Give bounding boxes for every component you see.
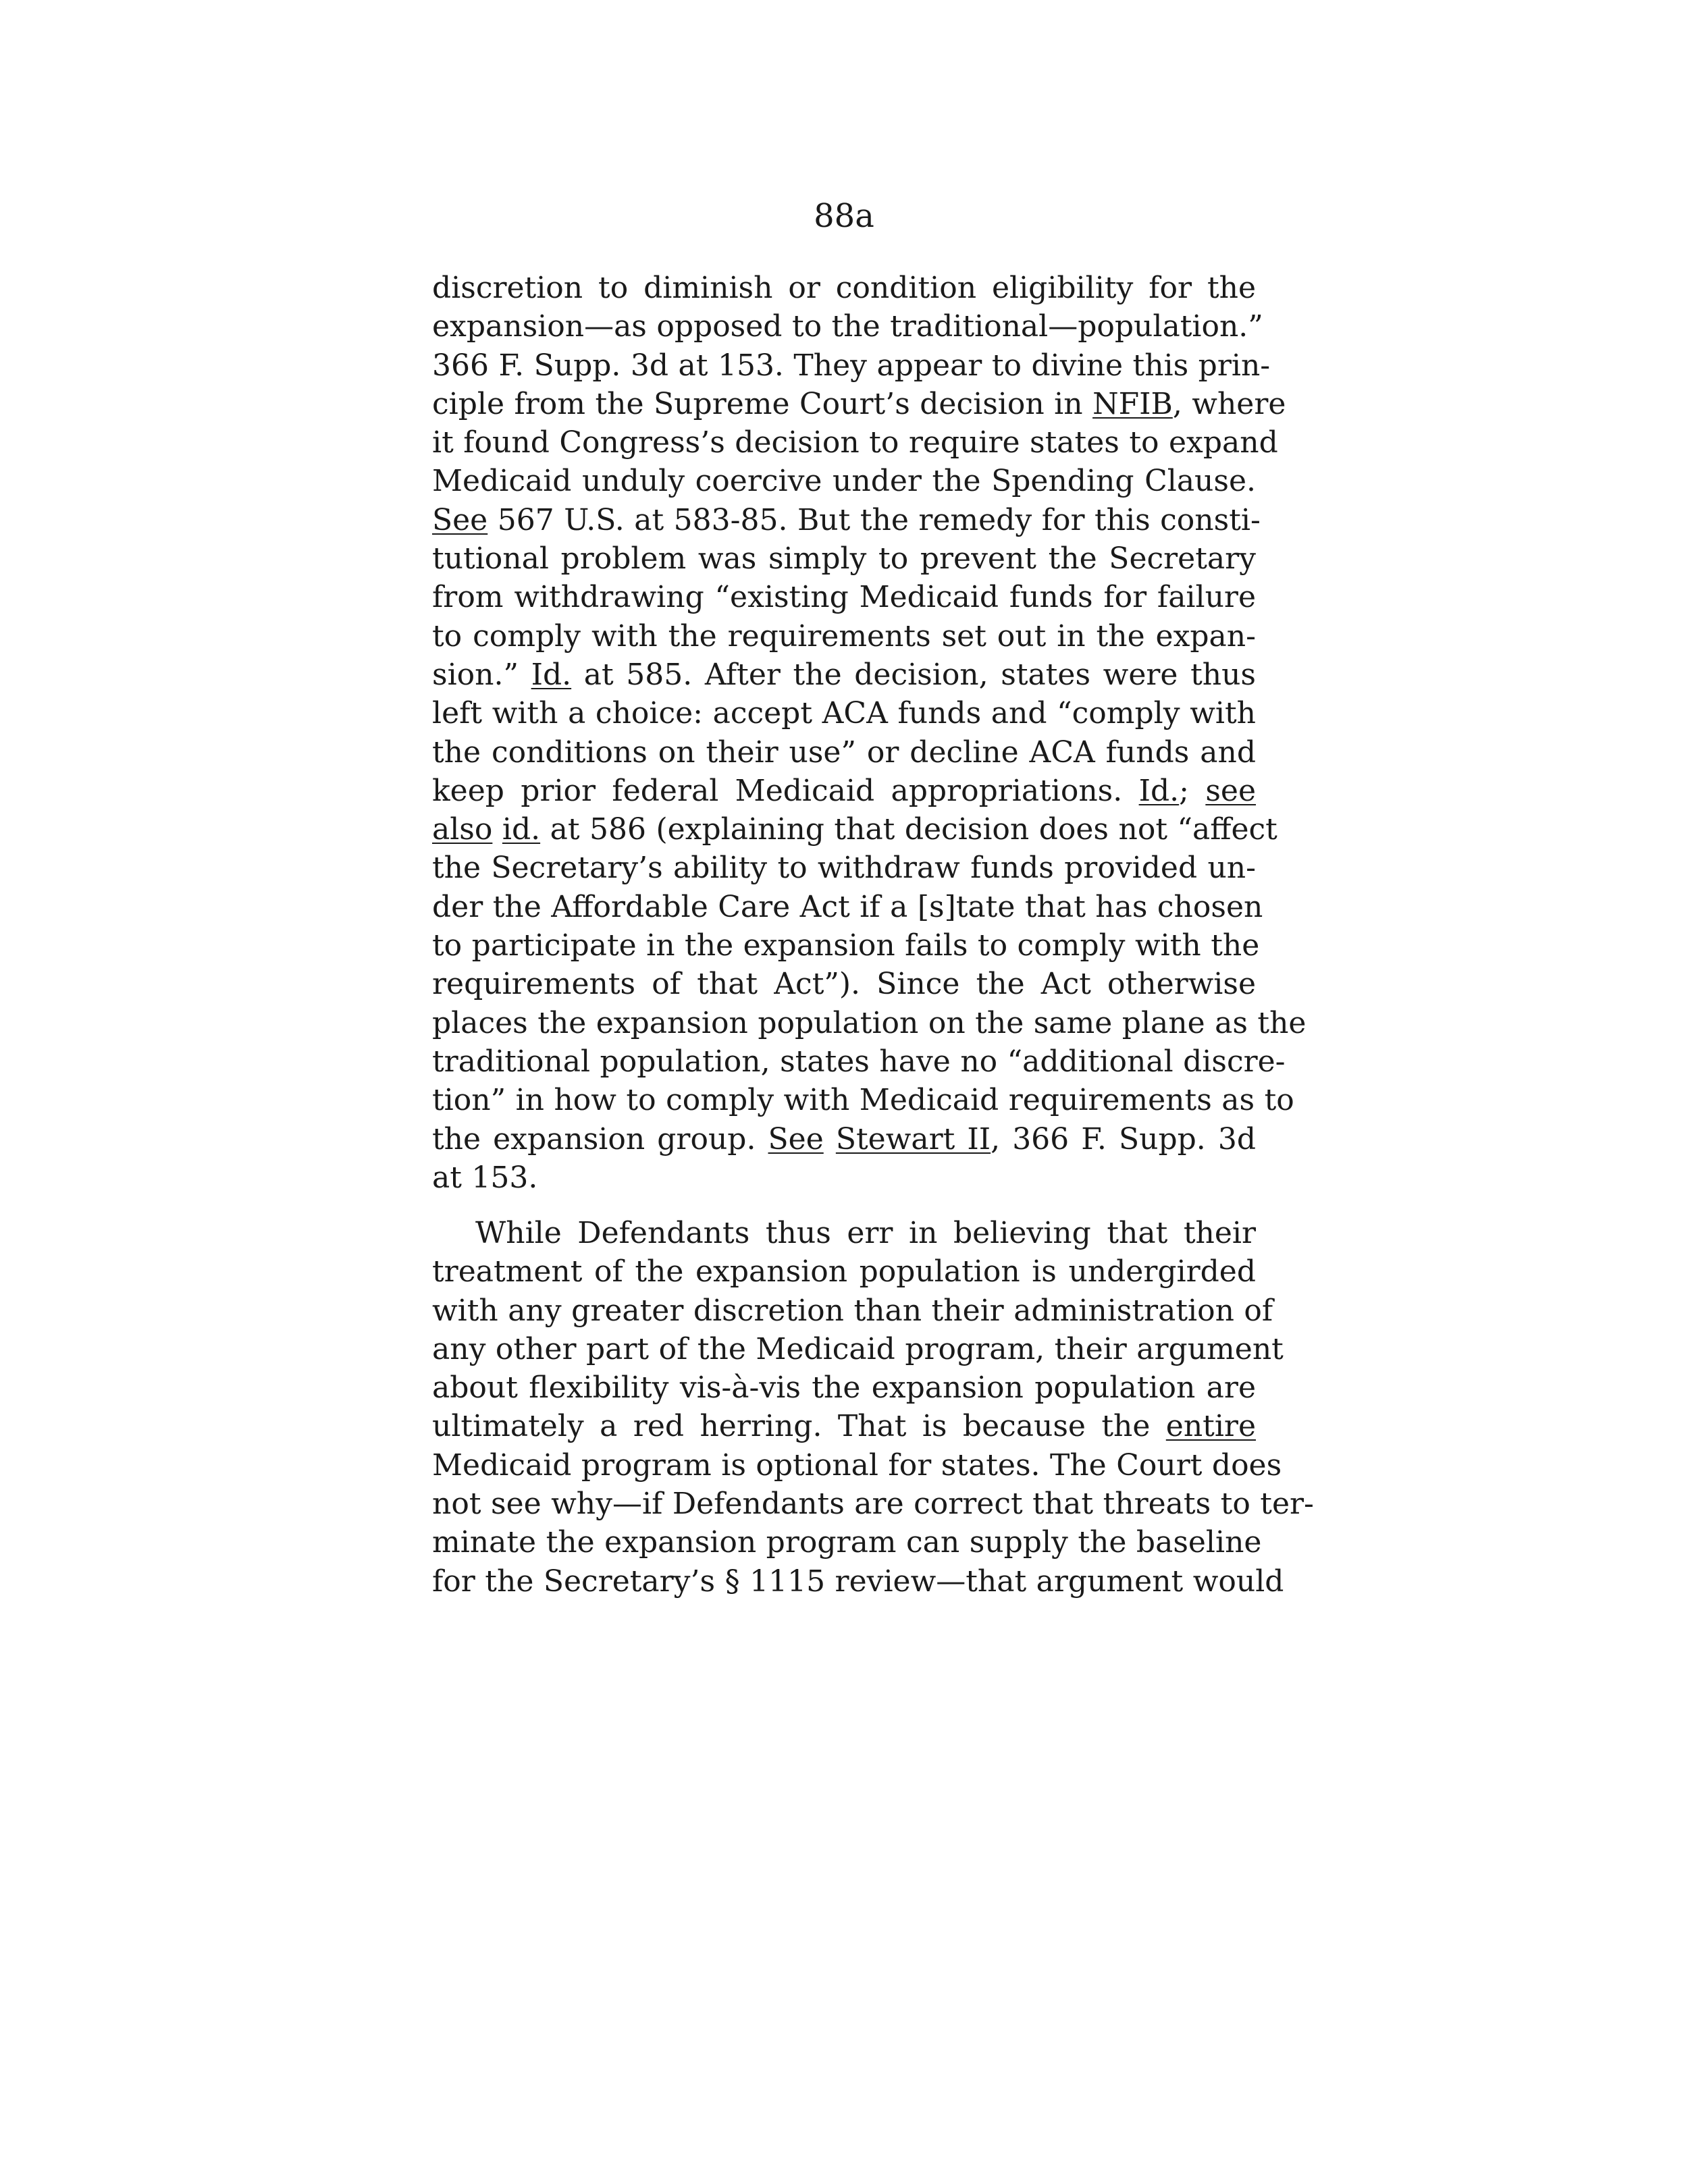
text-line: also id. at 586 (explaining that decision does not “affect [432,812,1277,847]
text-line: treatment of the expansion population is undergirded [432,1254,1256,1289]
citation-signal-see: see [1205,773,1257,808]
citation-id: Id. [531,657,572,692]
citation-signal-see: See [768,1121,824,1156]
text-line: it found Congress’s decision to require states to expand [432,425,1278,460]
citation-id: Id. [1138,773,1180,808]
citation-signal-see: See [432,502,488,537]
text-line: discretion to diminish or condition eligibility for the [432,271,1256,305]
text-line: the Secretary’s ability to withdraw funds provided un- [432,851,1256,886]
text-line: places the expansion population on the same plane as the [432,1005,1307,1040]
citation-id: id. [502,812,541,847]
text-line: at 153. [432,1160,538,1195]
text-line: keep prior federal Medicaid appropriations. Id.; see [432,773,1257,808]
text-line: While Defendants thus err in believing that their [475,1216,1256,1250]
text-line: tion” in how to comply with Medicaid requirements as to [432,1083,1294,1118]
text-line: Medicaid program is optional for states. The Court does [432,1447,1282,1483]
text-line: requirements of that Act”). Since the Act otherwise [432,967,1256,1002]
text-line: sion.” Id. at 585. After the decision, states were thus [432,657,1257,692]
text-line: traditional population, states have no “additional discre- [432,1044,1286,1079]
text-line: with any greater discretion than their administration of [432,1293,1273,1328]
text-line: Medicaid unduly coercive under the Spending Clause. [432,464,1256,499]
text-line: from withdrawing “existing Medicaid funds for failure [432,580,1256,615]
citation-signal-also: also [432,812,493,847]
citation-stewart-ii: Stewart II [835,1121,991,1156]
text-line: left with a choice: accept ACA funds and “comply with [432,696,1256,731]
text-line: See 567 U.S. at 583-85. But the remedy for this consti- [432,502,1261,537]
text-line: about flexibility vis-à-vis the expansion population are [432,1370,1256,1406]
text-line: 366 F. Supp. 3d at 153. They appear to divine this prin- [432,348,1271,383]
text-line: der the Affordable Care Act if a [s]tate that has chosen [432,889,1263,924]
text-line: not see why—if Defendants are correct that threats to ter- [432,1487,1314,1522]
text-line: ciple from the Supreme Court’s decision in NFIB, where [432,386,1286,421]
text-line: expansion—as opposed to the traditional—population.” [432,309,1263,344]
text-line: to participate in the expansion fails to comply with the [432,928,1260,963]
emphasis-entire: entire [1165,1409,1256,1444]
text-line: for the Secretary’s § 1115 review—that argument would [432,1564,1284,1599]
citation-nfib: NFIB [1092,386,1173,421]
text-line: ultimately a red herring. That is because the entire [432,1409,1256,1444]
text-line: the expansion group. See Stewart II, 366 F. Supp. 3d [432,1121,1256,1156]
text-line: tutional problem was simply to prevent the Secretary [432,541,1256,577]
text-line: to comply with the requirements set out in the expan- [432,618,1256,654]
text-line: minate the expansion program can supply the baseline [432,1525,1262,1560]
paragraph-2 [432,1214,1314,1601]
text-line: any other part of the Medicaid program, their argument [432,1331,1284,1366]
paragraph-1 [432,269,1307,1197]
page-number: 88a [814,197,874,235]
text-line: the conditions on their use” or decline ACA funds and [432,735,1256,770]
